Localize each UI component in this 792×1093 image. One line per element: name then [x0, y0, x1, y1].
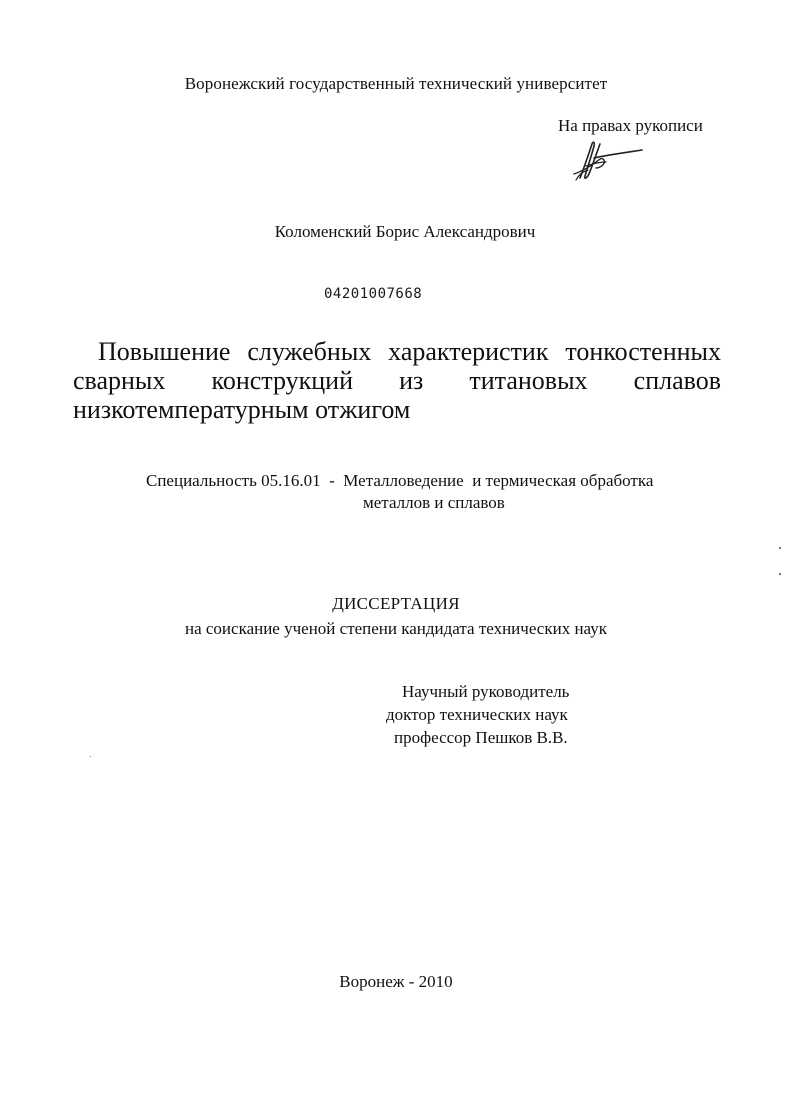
university-name: Воронежский государственный технический университет: [184, 74, 608, 93]
author-name: Коломенский Борис Александрович: [274, 222, 536, 241]
title-line: низкотемпературным отжигом: [73, 395, 411, 424]
specialty-line: Специальность 05.16.01 - Металловедение и термическая обработка: [146, 471, 654, 490]
catalog-number: 04201007668: [324, 286, 423, 302]
supervisor-block: [384, 680, 569, 749]
supervisor-name: профессор Пешков В.В.: [394, 728, 568, 747]
supervisor-degree: доктор технических наук: [386, 705, 568, 724]
supervisor-role: Научный руководитель: [402, 682, 570, 701]
degree-line: на соискание ученой степени кандидата технических наук: [184, 619, 607, 638]
city-year: Воронеж - 2010: [339, 972, 453, 991]
scan-speck: [90, 756, 91, 757]
signature-icon: [566, 138, 646, 184]
title-line: сварных конструкций из титановых сплавов: [73, 366, 721, 395]
specialty-line-continued: металлов и сплавов: [363, 493, 505, 512]
specialty-block: [146, 470, 653, 514]
dissertation-label: ДИССЕРТАЦИЯ: [332, 594, 460, 613]
scan-speck: [779, 573, 781, 575]
scan-speck: [779, 547, 781, 549]
title-line: Повышение служебных характеристик тонкостенных: [98, 337, 721, 366]
manuscript-rights-note: На правах рукописи: [558, 116, 703, 135]
dissertation-title: [73, 337, 721, 424]
